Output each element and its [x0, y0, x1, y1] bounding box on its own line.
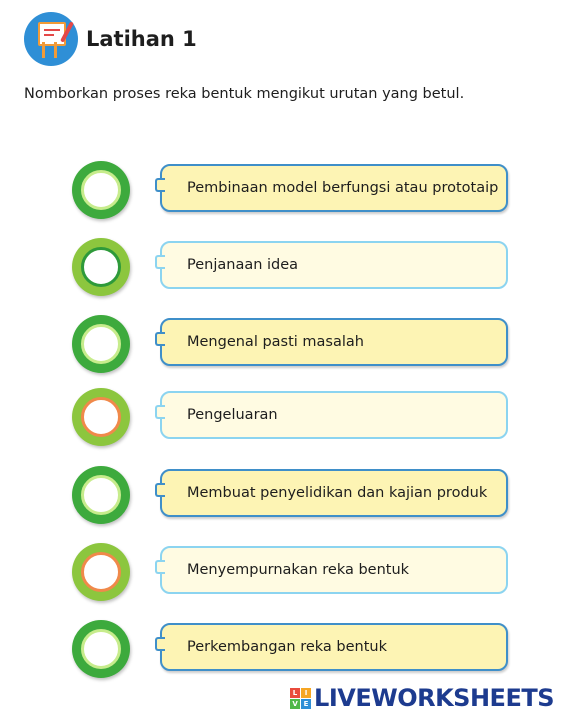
number-input-field[interactable]: [81, 475, 121, 515]
liveworksheets-logo: [290, 684, 554, 712]
number-input-field[interactable]: [81, 629, 121, 669]
process-step-text: Menyempurnakan reka bentuk: [187, 562, 410, 578]
number-answer-circle[interactable]: [72, 543, 130, 601]
answer-row: [72, 466, 512, 524]
brand-blocks: [290, 688, 311, 709]
number-answer-circle[interactable]: [72, 466, 130, 524]
brand-block: I: [301, 688, 311, 698]
answer-row: [72, 315, 512, 373]
number-answer-circle[interactable]: [72, 620, 130, 678]
answer-row: [72, 238, 512, 296]
number-input-field[interactable]: [81, 324, 121, 364]
process-step-label: [160, 318, 508, 366]
brand-block: V: [290, 699, 300, 709]
process-step-text: Pengeluaran: [187, 407, 278, 423]
easel-icon: [24, 12, 78, 66]
brand-block: L: [290, 688, 300, 698]
number-input-field[interactable]: [81, 397, 121, 437]
answer-row: [72, 388, 512, 446]
number-input-field[interactable]: [81, 170, 121, 210]
number-input-field[interactable]: [81, 247, 121, 287]
brand-block: E: [301, 699, 311, 709]
process-step-label: [160, 241, 508, 289]
process-step-label: [160, 469, 508, 517]
process-step-label: [160, 623, 508, 671]
process-step-label: [160, 546, 508, 594]
number-answer-circle[interactable]: [72, 161, 130, 219]
process-step-text: Mengenal pasti masalah: [187, 334, 364, 350]
brand-text: LIVEWORKSHEETS: [314, 684, 554, 712]
process-step-label: [160, 391, 508, 439]
number-input-field[interactable]: [81, 552, 121, 592]
answer-row: [72, 161, 512, 219]
page-title: Latihan 1: [86, 27, 197, 51]
answer-row: [72, 543, 512, 601]
process-step-text: Pembinaan model berfungsi atau prototaip: [187, 180, 499, 196]
instruction-text: Nomborkan proses reka bentuk mengikut urutan yang betul.: [24, 86, 465, 102]
process-step-label: [160, 164, 508, 212]
process-step-text: Penjanaan idea: [187, 257, 299, 273]
header: [24, 12, 197, 66]
process-step-text: Perkembangan reka bentuk: [187, 639, 387, 655]
answer-row: [72, 620, 512, 678]
number-answer-circle[interactable]: [72, 315, 130, 373]
process-step-text: Membuat penyelidikan dan kajian produk: [187, 485, 488, 501]
number-answer-circle[interactable]: [72, 388, 130, 446]
number-answer-circle[interactable]: [72, 238, 130, 296]
